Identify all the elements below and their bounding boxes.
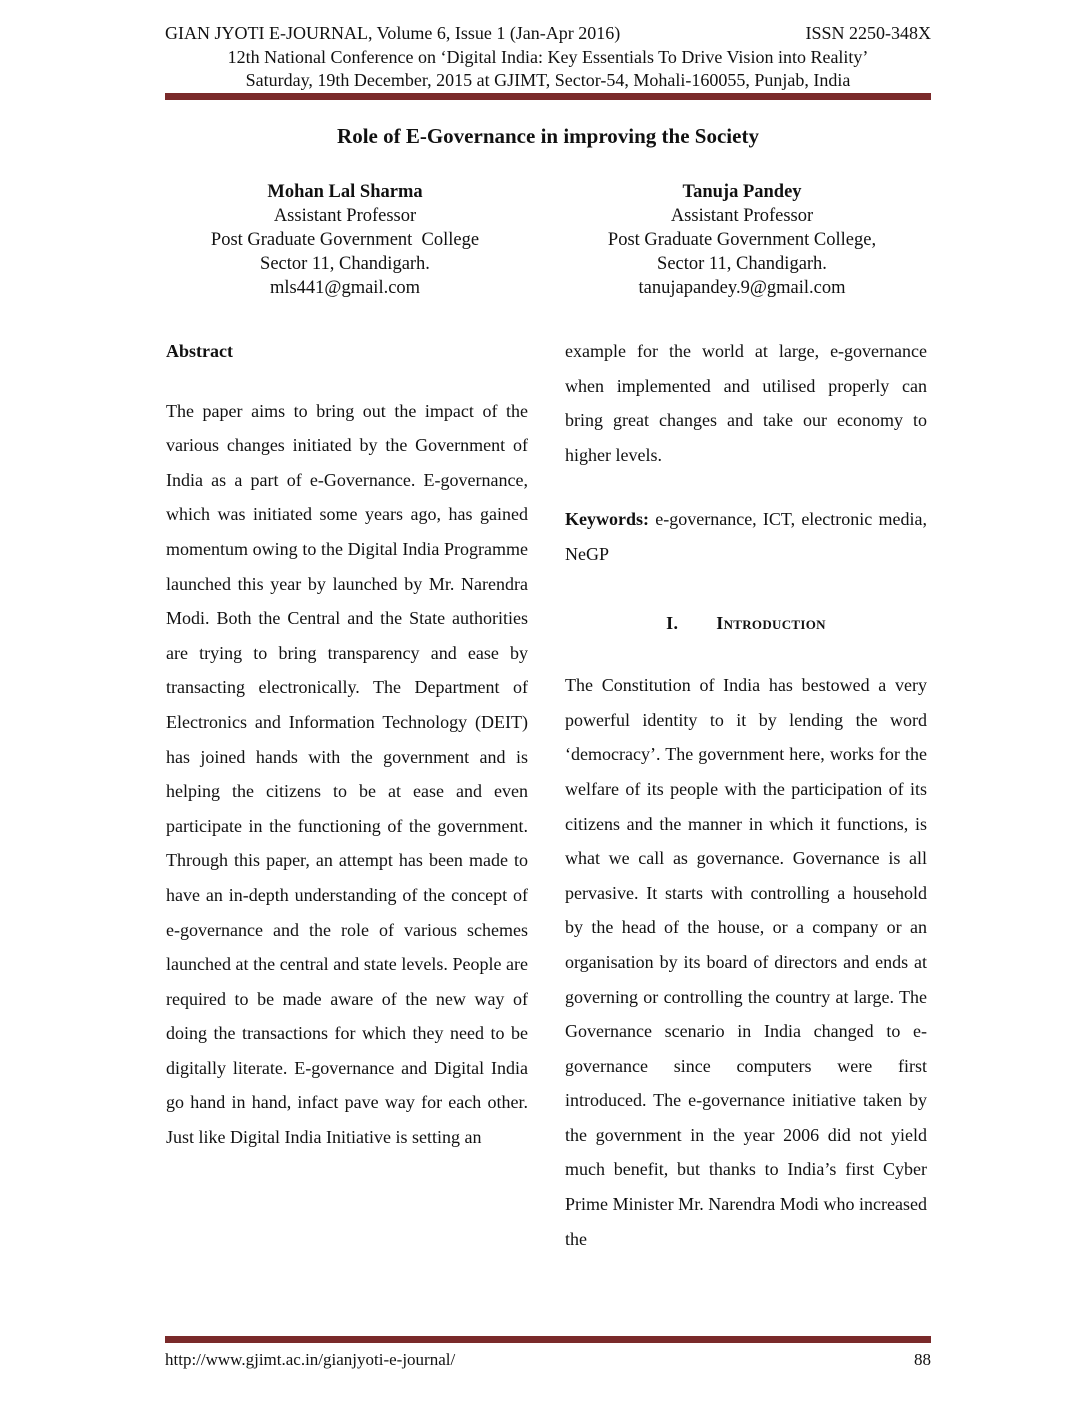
page-number: 88 bbox=[914, 1350, 931, 1369]
keywords-text: e-governance, ICT, electronic media, NeGP bbox=[565, 509, 927, 564]
author-block-1 bbox=[155, 180, 535, 300]
conference-line: 12th National Conference on ‘Digital India: Key Essentials To Drive Vision into Reality’ bbox=[227, 47, 869, 67]
author-institution: Post Graduate Government College bbox=[210, 230, 480, 250]
author-address: Sector 11, Chandigarh. bbox=[260, 254, 430, 274]
left-column bbox=[166, 334, 528, 1155]
author-name: Tanuja Pandey bbox=[682, 182, 802, 202]
abstract-text: The paper aims to bring out the impact of the various changes initiated by the Government of India as a part of e-Governance. E-governance, which was initiated some years ago, has gained momentum owing to the Digital India Programme launched this year by launched by Mr. Narendra Modi. Both the Central and the State authorities are trying to bring transparency and ease by transacting electronically. The Department of Electronics and Information Technology (DEIT) has joined hands with the government and is helping the citizens to be at ease and even participate in the functioning of the government. Through this paper, an attempt has been made to have an in-depth understanding of the concept of e-governance and the role of various schemes launched at the central and state levels. People are required to be made aware of the new way of doing the transactions for which they need to be digitally literate. E-governance and Digital India go hand in hand, infact pave way for each other. Just like Digital India Initiative is setting an bbox=[166, 400, 528, 1148]
introduction-text: The Constitution of India has bestowed a very powerful identity to it by lending the word ‘democracy’. The government here, works for the welfare of its people with the participation of its citizens and the manner in which it functions, is what we call as governance. Governance is all pervasive. It starts with controlling a household by the head of the house, or a company or an organisation by its board of directors and ends at governing or controlling the country at large. The Governance scenario in India changed to e-governance since computers were first introduced. The e-governance initiative taken by the government in the year 2006 did not yield much benefit, but thanks to India’s first Cyber Prime Minister Mr. Narendra Modi who increased the bbox=[565, 675, 927, 1249]
header-rule bbox=[165, 93, 931, 100]
keywords-label: Keywords: bbox=[565, 509, 649, 530]
section-heading-introduction bbox=[565, 606, 927, 641]
abstract-heading: Abstract bbox=[166, 341, 233, 361]
journal-name: GIAN JYOTI E-JOURNAL, Volume 6, Issue 1 (Jan-Apr 2016) bbox=[165, 23, 621, 43]
issn-label: ISSN 2250-348X bbox=[805, 23, 931, 43]
author-designation: Assistant Professor bbox=[273, 206, 417, 226]
author-block-2 bbox=[552, 180, 932, 300]
running-header-journal bbox=[165, 22, 931, 44]
right-column bbox=[565, 334, 927, 1256]
keywords bbox=[565, 502, 927, 571]
section-number: I. bbox=[666, 612, 679, 633]
footer-rule bbox=[165, 1336, 931, 1343]
author-email: tanujapandey.9@gmail.com bbox=[638, 278, 846, 298]
author-institution: Post Graduate Government College, bbox=[607, 230, 877, 250]
footer-url[interactable]: http://www.gjimt.ac.in/gianjyoti-e-journal/ bbox=[165, 1350, 456, 1369]
abstract-text-continued: example for the world at large, e-governance when implemented and utilised properly can bring great changes and take our economy to higher levels. bbox=[565, 341, 927, 465]
author-email: mls441@gmail.com bbox=[269, 278, 421, 298]
author-designation: Assistant Professor bbox=[670, 206, 814, 226]
venue-line: Saturday, 19th December, 2015 at GJIMT, Sector-54, Mohali-160055, Punjab, India bbox=[245, 70, 851, 90]
paper-title: Role of E-Governance in improving the Society bbox=[337, 124, 759, 148]
author-address: Sector 11, Chandigarh. bbox=[657, 254, 827, 274]
author-name: Mohan Lal Sharma bbox=[267, 182, 423, 202]
section-title: Introduction bbox=[716, 612, 826, 633]
